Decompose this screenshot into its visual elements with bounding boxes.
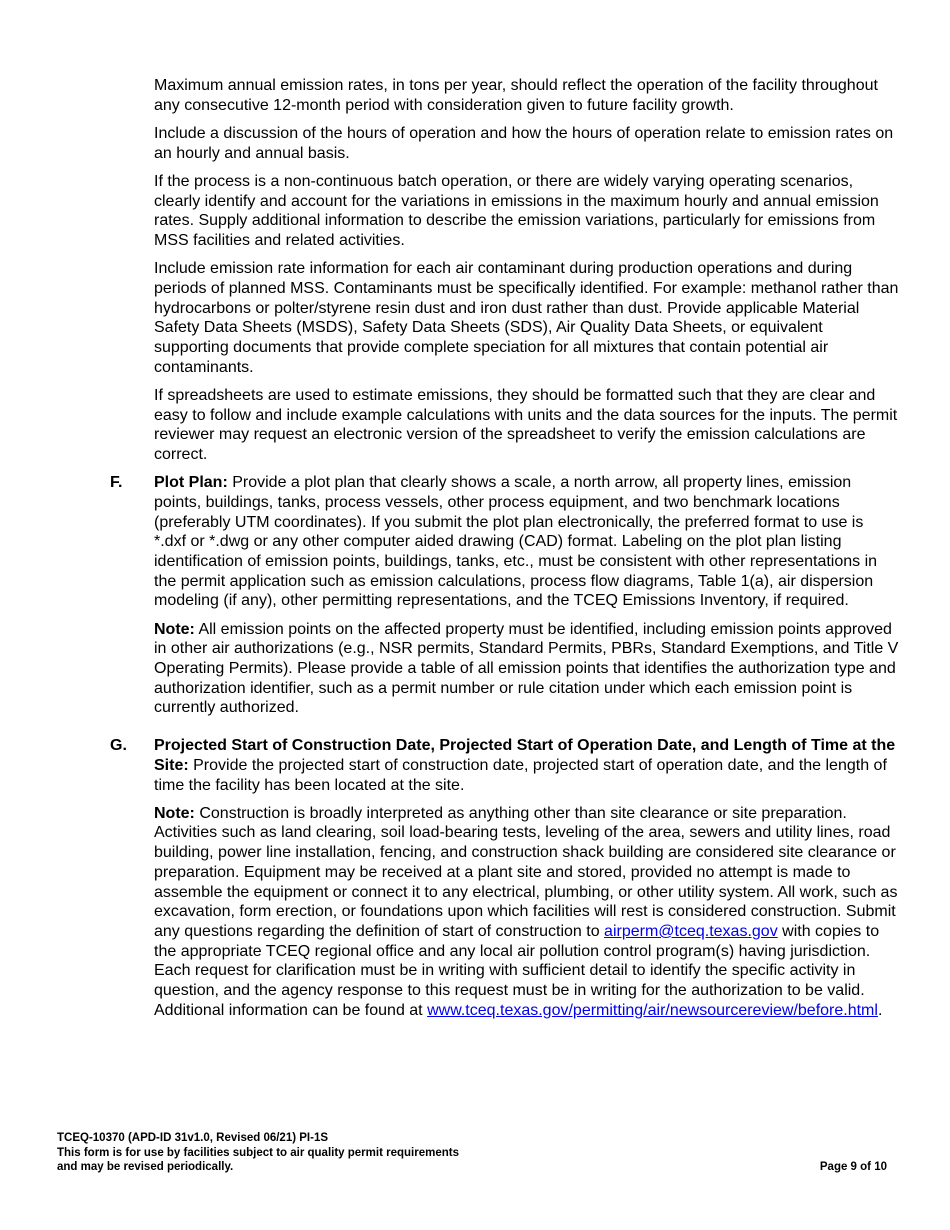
section-f-letter: F.	[110, 474, 123, 492]
section-f-note-text: All emission points on the affected property must be identified, including emission points approved in other air authorizations (e.g., NSR permits, Standard Permits, PBRs, Standard Exemptions, and Title V Operating Permits). Please provide a table of all emission points that identifies the authorization type and authorization identifier, such as a permit number or rule citation under which each emission point is currently authorized.	[154, 620, 899, 717]
section-g-paragraph	[154, 736, 899, 795]
footer-line-3: and may be revised periodically.	[57, 1161, 234, 1173]
paragraph-hours-of-operation: Include a discussion of the hours of operation and how the hours of operation relate to emission rates on an hourly and annual basis.	[154, 124, 894, 162]
section-g-note-text-1: Construction is broadly interpreted as anything other than site clearance or site preparation. Activities such as land clearing, soil load-bearing tests, leveling of the area, sewers and utility lines, road building, power line installation, fencing, and construction shack building are considered site clearance or preparation. Equipment may be received at a plant site and stored, provided no attempt is made to assemble the equipment or connect it to any electrical, plumbing, or other utility system. All work, such as excavation, form erection, or foundations upon which facilities will rest is considered construction. Submit any questions regarding the definition of start of construction to	[154, 804, 898, 940]
section-g-construction-dates	[110, 736, 899, 795]
footer-form-id: TCEQ-10370 (APD-ID 31v1.0, Revised 06/21) PI-1S	[57, 1132, 329, 1144]
section-f-text: Provide a plot plan that clearly shows a scale, a north arrow, all property lines, emission points, buildings, tanks, process vessels, other process equipment, and two benchmark locations (preferably UTM coordinates). If you submit the plot plan electronically, the preferred format to use is *.dxf or *.dwg or any other computer aided drawing (CAD) format. Labeling on the plot plan listing identification of emission points, buildings, tanks, etc., must be consistent with other representations in the permit application such as emission calculations, process flow diagrams, Table 1(a), air dispersion modeling (if any), other permitting representations, and the TCEQ Emissions Inventory, if required.	[154, 474, 878, 610]
paragraph-annual-emission-rates: Maximum annual emission rates, in tons per year, should reflect the operation of the facility throughout any consecutive 12-month period with consideration given to future facility growth.	[154, 77, 878, 114]
document-body	[110, 76, 899, 1029]
section-g-letter: G.	[110, 737, 127, 755]
section-g-heading: Projected Start of Construction Date, Projected Start of Operation Date, and Length of Time at the Site:	[154, 737, 896, 774]
section-f-plot-plan	[110, 473, 899, 611]
paragraph-emission-rate-information: Include emission rate information for each air contaminant during production operations and during periods of planned MSS. Contaminants must be specifically identified. For example: methanol rather than hydrocarbons or polter/styrene resin dust and iron dust rather than dust. Provide applicable Material Safety Data Sheets (MSDS), Safety Data Sheets (SDS), Air Quality Data Sheets, or equivalent supporting documents that provide complete speciation for all mixtures that contain potential air contaminants.	[154, 260, 899, 376]
email-link[interactable]: airperm@tceq.texas.gov	[604, 922, 778, 940]
section-g-note-text-2: with copies to the appropriate TCEQ regional office and any local air pollution control program(s) having jurisdiction. Each request for clarification must be in writing with sufficient detail to identify the specific activity in question, and the agency response to this request must be in writing for the authorization to be valid. Additional information can be found at	[154, 922, 880, 1019]
section-f-note	[154, 620, 899, 719]
footer-form-info	[57, 1131, 459, 1175]
section-g-note-text-3: .	[877, 1001, 883, 1019]
section-g-text: Provide the projected start of construction date, projected start of operation date, and the length of time the facility has been located at the site.	[154, 756, 887, 794]
section-f-heading: Plot Plan:	[154, 474, 228, 492]
paragraph-batch-operation: If the process is a non-continuous batch operation, or there are widely varying operating scenarios, clearly identify and account for the variations in emissions in the maximum hourly and annual emission rates. Supply additional information to describe the emission variations, particularly for emissions from MSS facilities and related activities.	[154, 172, 879, 249]
paragraph-spreadsheets: If spreadsheets are used to estimate emissions, they should be formatted such that they are clear and easy to follow and include example calculations with units and the data sources for the inputs. The permit reviewer may request an electronic version of the spreadsheet to verify the emission calculations are correct.	[154, 386, 898, 463]
web-link[interactable]: www.tceq.texas.gov/permitting/air/newsourcereview/before.html	[427, 1001, 878, 1019]
page-number: Page 9 of 10	[819, 1161, 887, 1173]
footer-line-2: This form is for use by facilities subject to air quality permit requirements	[57, 1146, 459, 1159]
section-f-note-label: Note:	[154, 620, 195, 638]
section-f-paragraph	[154, 473, 899, 611]
section-g-note	[154, 804, 899, 1021]
section-g-note-label: Note:	[154, 804, 195, 822]
